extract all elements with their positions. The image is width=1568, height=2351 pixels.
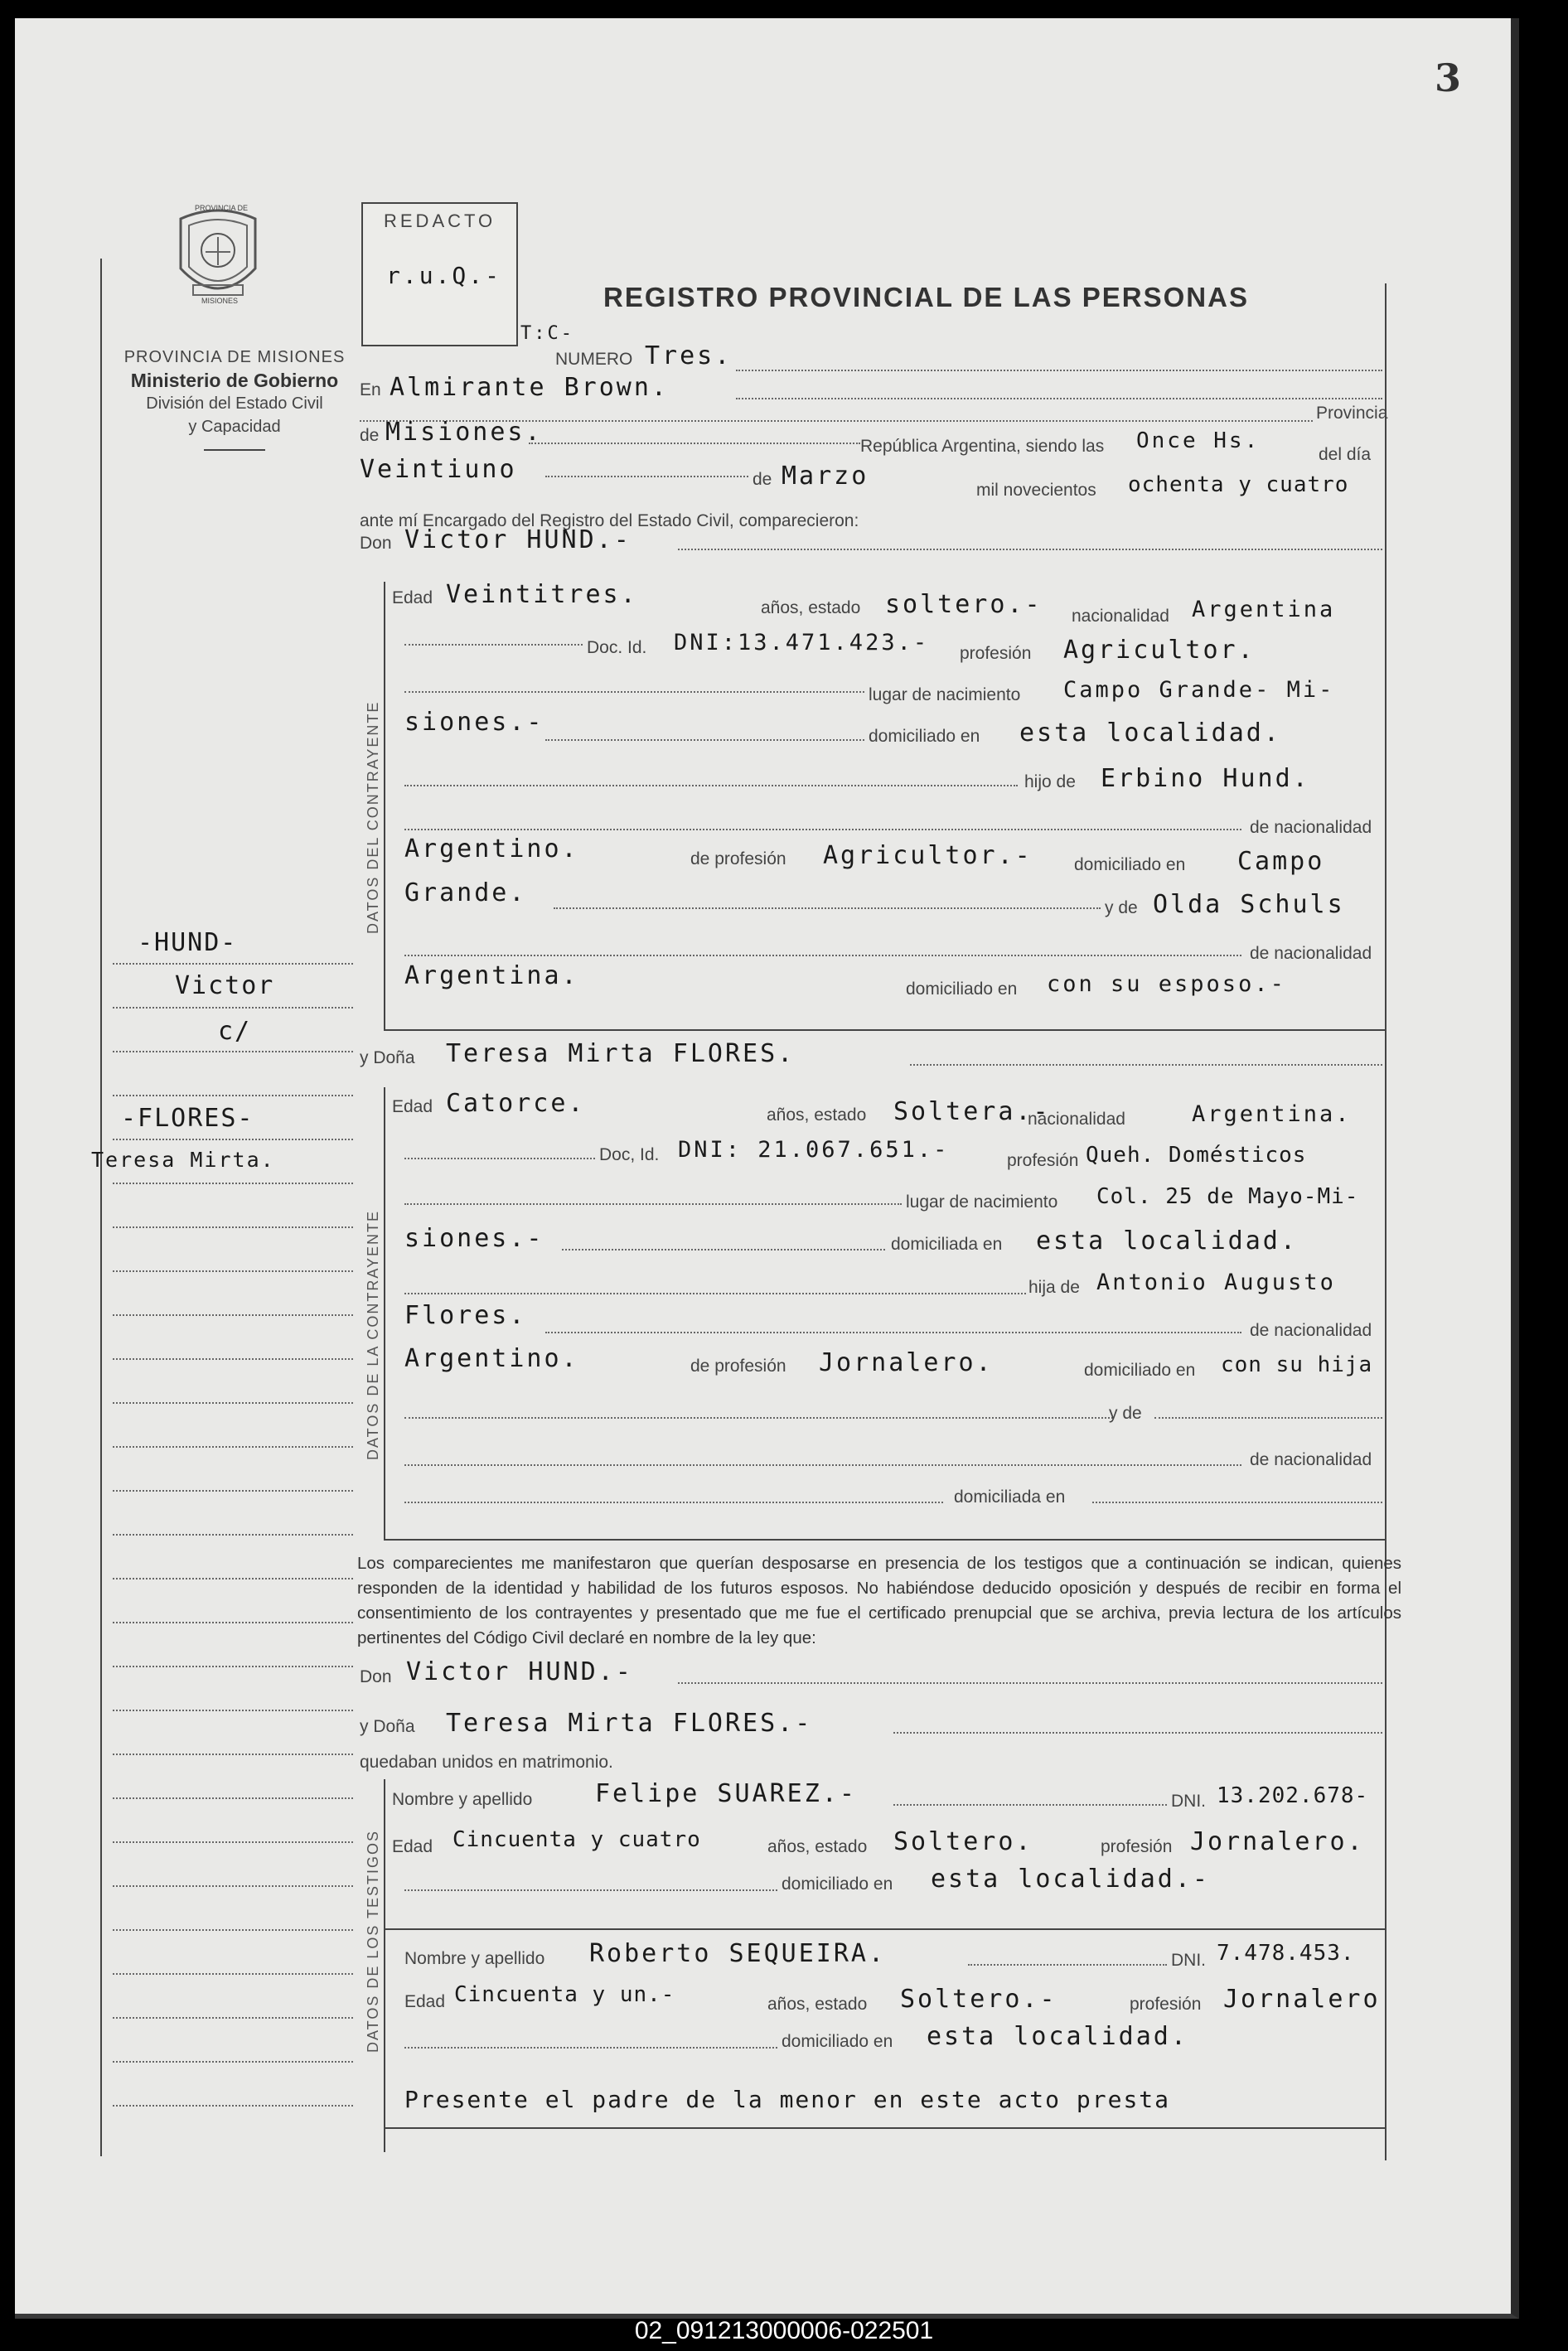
t1-anos-estado-label: años, estado	[767, 1837, 868, 1856]
declaration-text: Los comparecientes me manifestaron que querían desposarse en presencia de los testigos que a continuación se indican, quienes responden de la identidad y habilidad de los futuros esposos. No habiéndose deducido oposición y después de recibir en forma el consentimiento de los contrayentes y presentado que me fue el certificado prenupcial que se archiva, previa lectura de los artículos pertinentes del Código Civil declaré en nombre de la ley que:	[357, 1554, 1401, 1647]
t2-profesion-value: Jornalero	[1223, 1985, 1381, 2014]
provincia-value: Misiones.	[385, 418, 543, 447]
margin-ruled-line	[113, 1973, 353, 1975]
margin-ruled-line	[113, 1314, 353, 1316]
f-doc-label: Doc, Id.	[599, 1145, 660, 1164]
province-seal-icon	[172, 202, 264, 310]
padre-domicilio-value-1: Campo	[1237, 847, 1325, 876]
contrayente-box-left	[384, 582, 385, 1029]
de-mes-label: de	[753, 470, 772, 489]
margin-name-groom: Victor	[175, 971, 275, 1000]
contrayente-f-side-label: DATOS DE LA CONTRAYENTE	[365, 1209, 381, 1460]
padre-profesion-value: Agricultor.-	[823, 841, 1033, 870]
t1-nombre-label: Nombre y apellido	[392, 1790, 533, 1809]
de-label: de	[360, 426, 380, 445]
page-number: 3	[1434, 56, 1461, 100]
y-de-label: y de	[1105, 898, 1138, 917]
republica-label: República Argentina, siendo las	[860, 437, 1105, 456]
numero-label: NUMERO	[555, 350, 633, 369]
margin-ruled-line	[113, 1095, 353, 1096]
t2-estado-value: Soltero.-	[900, 1985, 1057, 2014]
f-madre-domicilio-label: domiciliada en	[954, 1488, 1066, 1507]
t2-nombre-value: Roberto SEQUEIRA.	[589, 1939, 887, 1968]
form-right-border	[1385, 283, 1387, 2160]
f-de-nacionalidad-label: de nacionalidad	[1250, 1321, 1372, 1340]
decl-dona-value: Teresa Mirta FLORES.-	[446, 1709, 813, 1738]
contrayente-f-box-left	[384, 1087, 385, 1539]
t1-domiciliado-label: domiciliado en	[782, 1875, 893, 1894]
margin-surname-groom: -HUND-	[138, 928, 238, 957]
f-estado-value: Soltera.-	[893, 1097, 1051, 1126]
f-padre-domicilio-value: con su hija	[1221, 1352, 1373, 1377]
t1-estado-value: Soltero.	[893, 1827, 1033, 1856]
f-domicilio-value: esta localidad.	[1036, 1226, 1298, 1255]
margin-ruled-line	[113, 1226, 353, 1228]
register-page	[15, 18, 1519, 2319]
lugar-nac-value-2: siones.-	[404, 708, 544, 737]
margin-ruled-line	[113, 1446, 353, 1448]
edad-label: Edad	[392, 588, 433, 607]
divider	[204, 449, 265, 451]
margin-with: c/	[218, 1017, 252, 1046]
nacionalidad-value: Argentina	[1192, 597, 1336, 622]
decl-don-value: Victor HUND.-	[406, 1657, 633, 1686]
margin-ruled-line	[113, 2017, 353, 2019]
provincia-label: Provincia	[1316, 404, 1388, 423]
dia-value: Veintiuno	[360, 455, 517, 484]
profesion-value: Agricultor.	[1063, 636, 1256, 665]
t1-domicilio-value: esta localidad.-	[931, 1865, 1210, 1894]
margin-ruled-line	[113, 963, 353, 965]
f-de-profesion-label: de profesión	[690, 1357, 786, 1376]
testigos-side-label: DATOS DE LOS TESTIGOS	[365, 1829, 381, 2053]
division-name-2: y Capacidad	[188, 418, 281, 436]
madre-nacionalidad-label: de nacionalidad	[1250, 944, 1372, 963]
don-label: Don	[360, 534, 392, 553]
margin-ruled-line	[113, 1270, 353, 1272]
f-edad-label: Edad	[392, 1097, 433, 1116]
testigos-box-left	[384, 1779, 385, 2152]
division-name-1: División del Estado Civil	[146, 394, 323, 413]
margin-ruled-line	[113, 1183, 353, 1184]
f-padre-value: Antonio Augusto	[1096, 1270, 1336, 1295]
lugar-nac-value-1: Campo Grande- Mi-	[1063, 677, 1335, 703]
f-hija-label: hija de	[1028, 1278, 1080, 1297]
margin-surname-bride: -FLORES-	[121, 1104, 254, 1133]
en-label: En	[360, 380, 381, 399]
t1-profesion-label: profesión	[1101, 1837, 1173, 1856]
f-lugar-nac-value-2: siones.-	[404, 1224, 544, 1253]
margin-ruled-line	[113, 1797, 353, 1799]
document-title: REGISTRO PROVINCIAL DE LAS PERSONAS	[603, 282, 1249, 312]
mil-label: mil novecientos	[976, 481, 1096, 500]
doc-label: Doc. Id.	[587, 638, 647, 657]
f-nacionalidad-label: nacionalidad	[1028, 1110, 1125, 1129]
margin-ruled-line	[113, 1139, 353, 1140]
f-padre-value-2: Flores.	[404, 1301, 527, 1330]
f-lugar-nac-value-1: Col. 25 de Mayo-Mi-	[1096, 1184, 1359, 1209]
f-profesion-label: profesión	[1007, 1151, 1079, 1170]
dona-label: y Doña	[360, 1048, 415, 1067]
don-value: Victor HUND.-	[404, 525, 632, 554]
province-name: PROVINCIA DE MISIONES	[123, 348, 346, 366]
numero-value: Tres.	[645, 341, 733, 370]
lugar-nac-label: lugar de nacimiento	[869, 685, 1021, 704]
t2-nombre-label: Nombre y apellido	[404, 1949, 545, 1968]
domicilio-value: esta localidad.	[1019, 718, 1281, 747]
stamp-initials: r.u.Q.-	[386, 262, 502, 289]
margin-ruled-line	[113, 1402, 353, 1404]
f-madre-nacionalidad-label: de nacionalidad	[1250, 1450, 1372, 1469]
hora-value: Once Hs.	[1136, 428, 1261, 453]
lugar-value: Almirante Brown.	[390, 373, 669, 402]
stamp-label: REDACTO	[384, 210, 496, 231]
profesion-label: profesión	[960, 644, 1032, 663]
t1-profesion-value: Jornalero.	[1190, 1827, 1365, 1856]
numero-prefix: T:C-	[520, 323, 574, 344]
padre-nacionalidad-value: Argentino.	[404, 834, 579, 863]
margin-ruled-line	[113, 1007, 353, 1009]
ante-label: ante mí Encargado del Registro del Estado Civil, comparecieron:	[360, 511, 859, 530]
ministry-name: Ministerio de Gobierno	[130, 370, 339, 391]
contrayente-side-label: DATOS DEL CONTRAYENTE	[365, 700, 381, 934]
madre-domicilio-value: con su esposo.-	[1047, 971, 1286, 997]
margin-ruled-line	[113, 2061, 353, 2063]
margin-name-bride: Teresa Mirta.	[91, 1148, 275, 1172]
margin-ruled-line	[113, 1490, 353, 1492]
nacionalidad-label: nacionalidad	[1072, 607, 1169, 626]
decl-dona-label: y Doña	[360, 1717, 415, 1736]
f-edad-value: Catorce.	[446, 1089, 586, 1118]
del-dia-label: del día	[1319, 445, 1372, 464]
t2-profesion-label: profesión	[1130, 1995, 1202, 2014]
seal-text-top: PROVINCIA DE	[195, 204, 249, 212]
dona-value: Teresa Mirta FLORES.	[446, 1039, 796, 1068]
f-padre-profesion-value: Jornalero.	[819, 1348, 994, 1377]
handwritten-note: Presente el padre de la menor en este acto presta	[404, 2086, 1171, 2113]
f-domiciliada-label: domiciliada en	[891, 1235, 1003, 1254]
f-lugar-nac-label: lugar de nacimiento	[906, 1192, 1058, 1212]
t2-domiciliado-label: domiciliado en	[782, 2032, 893, 2051]
f-profesion-value: Queh. Domésticos	[1086, 1143, 1307, 1168]
anos-estado-label: años, estado	[761, 598, 861, 617]
unidos-text: quedaban unidos en matrimonio.	[360, 1753, 613, 1772]
margin-ruled-line	[113, 2105, 353, 2107]
padre-domicilio-label: domiciliado en	[1074, 855, 1186, 874]
margin-ruled-line	[113, 1841, 353, 1843]
doc-value: DNI:13.471.423.-	[674, 630, 930, 655]
margin-ruled-line	[113, 1710, 353, 1711]
margin-ruled-line	[113, 1358, 353, 1360]
padre-value: Erbino Hund.	[1101, 764, 1310, 793]
margin-ruled-line	[113, 1929, 353, 1931]
t2-edad-value: Cincuenta y un.-	[454, 1982, 675, 2007]
t1-nombre-value: Felipe SUAREZ.-	[595, 1779, 857, 1808]
margin-ruled-line	[113, 1534, 353, 1536]
t2-anos-estado-label: años, estado	[767, 1995, 868, 2014]
t2-doc-label: DNI.	[1171, 1951, 1206, 1970]
edad-value: Veintitres.	[446, 580, 638, 609]
mes-value: Marzo	[782, 462, 869, 491]
f-nacionalidad-value: Argentina.	[1192, 1101, 1352, 1127]
madre-nacionalidad-value: Argentina.	[404, 961, 579, 990]
image-footer-code: 02_091213000006-022501	[634, 2317, 934, 2344]
t1-edad-value: Cincuenta y cuatro	[452, 1827, 701, 1852]
t2-doc-value: 7.478.453.	[1217, 1941, 1355, 1966]
f-padre-nacionalidad-value: Argentino.	[404, 1344, 579, 1373]
margin-ruled-line	[113, 1666, 353, 1667]
de-profesion-label: de profesión	[690, 849, 786, 868]
domiciliado-label: domiciliado en	[869, 727, 980, 746]
f-anos-estado-label: años, estado	[767, 1105, 867, 1125]
margin-ruled-line	[113, 1578, 353, 1579]
hijo-label: hijo de	[1024, 772, 1076, 791]
padre-domicilio-value-2: Grande.	[404, 878, 527, 907]
redacto-stamp	[361, 202, 518, 346]
decl-don-label: Don	[360, 1667, 392, 1686]
t1-doc-value: 13.202.678-	[1217, 1783, 1369, 1808]
madre-domicilio-label: domiciliado en	[906, 980, 1018, 999]
t2-edad-label: Edad	[404, 1992, 446, 2011]
t1-doc-label: DNI.	[1171, 1792, 1206, 1811]
de-nacionalidad-label: de nacionalidad	[1250, 818, 1372, 837]
margin-ruled-line	[113, 1051, 353, 1052]
margin-line	[100, 259, 102, 2156]
madre-value: Olda Schuls	[1153, 890, 1345, 919]
estado-value: soltero.-	[885, 590, 1043, 619]
issuing-authority	[98, 346, 371, 438]
f-padre-domicilio-label: domiciliado en	[1084, 1361, 1196, 1380]
t1-edad-label: Edad	[392, 1837, 433, 1856]
margin-ruled-line	[113, 1754, 353, 1755]
margin-ruled-line	[113, 1885, 353, 1887]
t2-domicilio-value: esta localidad.	[927, 2022, 1188, 2051]
seal-text-bottom: MISIONES	[201, 297, 239, 305]
f-y-de-label: y de	[1109, 1404, 1142, 1423]
anio-value: ochenta y cuatro	[1128, 472, 1349, 497]
margin-ruled-line	[113, 1622, 353, 1623]
f-doc-value: DNI: 21.067.651.-	[678, 1137, 950, 1163]
